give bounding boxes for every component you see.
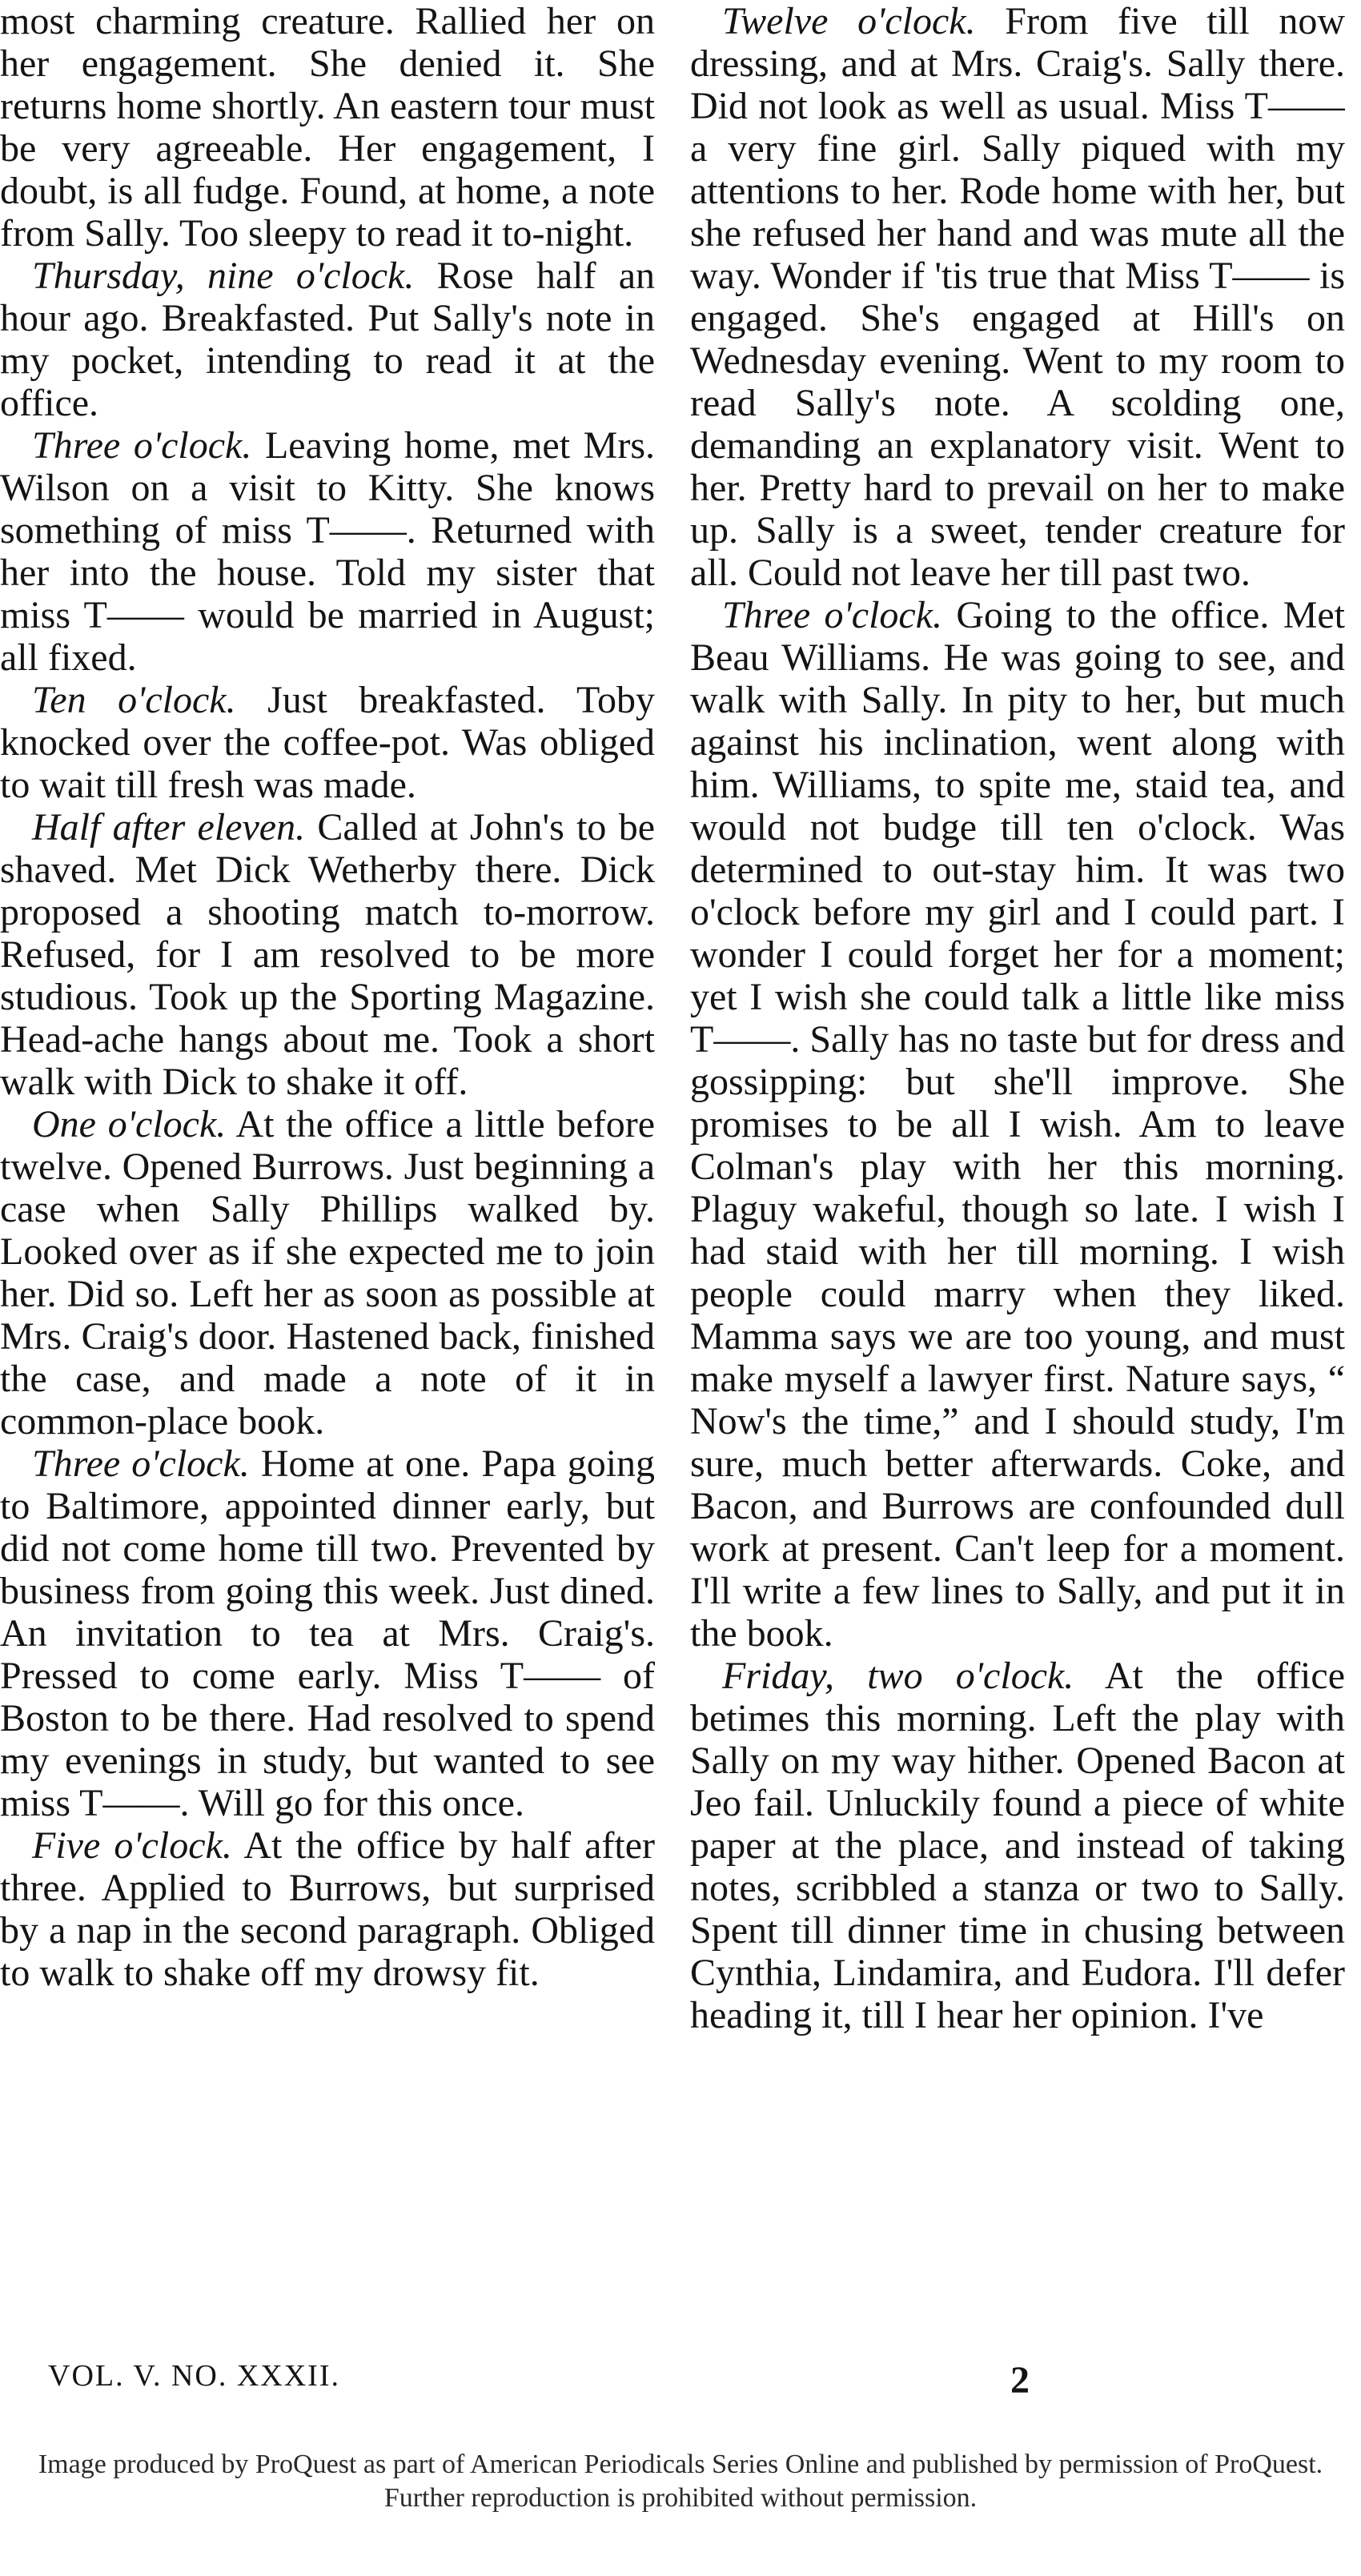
entry-text: most charming creature. Rallied her on her engagement. She denied it. She returns home shortly. An eastern tour must be very agreeable. Her engagement, I doubt, is all fudge. Found, at home, a note from Sally. Too sleepy to read it to-night. bbox=[0, 0, 655, 255]
entry-text: At the office a little before twelve. Opened Burrows. Just beginning a case when Sally Phillips walked by. Looked over as if she expected me to join her. Did so. Left her as soon as possible at Mrs. Craig's door. Hastened back, finished the case, and made a note of it in common-place book. bbox=[0, 1103, 655, 1442]
entry-text: At the office by half after three. Applied to Burrows, but surprised by a nap in the second paragraph. Obliged to walk to shake off my drowsy fit. bbox=[0, 1824, 655, 1994]
left-column bbox=[0, 0, 655, 2337]
entry-text: Going to the office. Met Beau Williams. He was going to see, and walk with Sally. In pity to her, but much against his inclination, went along with him. Williams, to spite me, staid tea, and would not budge till ten o'clock. Was determined to out-stay him. It was two o'clock before my girl and I could part. I wonder I could forget her for a moment; yet I wish she could talk a little like miss T——. Sally has no taste but for dress and gossipping: but she'll improve. She promises to be all I wish. Am to leave Colman's play with her this morning. Plaguy wakeful, though so late. I wish I had staid with her till morning. I wish people could marry when they liked. Mamma says we are too young, and must make myself a lawyer first. Nature says, “ Now's the time,” and I should study, I'm sure, much better afterwards. Coke, and Bacon, and Burrows are confounded dull work at present. Can't leep for a moment. I'll write a few lines to Sally, and put it in the book. bbox=[690, 594, 1345, 1655]
right-column bbox=[690, 0, 1345, 2337]
entry-text: Rose half an hour ago. Breakfasted. Put Sally's note in my pocket, intending to read it at the office. bbox=[0, 255, 655, 424]
entry-text: At the office betimes this morning. Left the play with Sally on my way hither. Opened Bacon at Jeo fail. Unluckily found a piece of white paper at the place, and instead of taking notes, scribbled a stanza or two to Sally. Spent till dinner time in chusing between Cynthia, Lindamira, and Eudora. I'll defer heading it, till I hear her opinion. I've bbox=[690, 1655, 1345, 2036]
proquest-credit bbox=[0, 2448, 1361, 2515]
diary-entry bbox=[0, 679, 655, 806]
entry-time: Three o'clock. bbox=[722, 594, 943, 636]
page-mark: 2 bbox=[1010, 2359, 1030, 2401]
diary-entry bbox=[690, 594, 1345, 1655]
entry-time: Three o'clock. bbox=[32, 424, 252, 467]
entry-time: Half after eleven. bbox=[32, 806, 306, 849]
diary-entry bbox=[0, 424, 655, 679]
entry-text: Called at John's to be shaved. Met Dick Wetherby there. Dick proposed a shooting match to-morrow. Refused, for I am resolved to be more studious. Took up the Sporting Magazine. Head-ache hangs about me. Took a short walk with Dick to shake it off. bbox=[0, 806, 655, 1103]
diary-entry bbox=[0, 1824, 655, 1994]
entry-text: Just breakfasted. Toby knocked over the coffee-pot. Was obliged to wait till fresh was made. bbox=[0, 679, 655, 806]
diary-entry bbox=[0, 806, 655, 1103]
diary-entry bbox=[0, 1442, 655, 1824]
diary-entry bbox=[0, 0, 655, 255]
diary-entry bbox=[0, 1103, 655, 1442]
entry-time: Ten o'clock. bbox=[32, 679, 236, 721]
entry-time: Twelve o'clock. bbox=[722, 0, 976, 42]
entry-time: Thursday, nine o'clock. bbox=[32, 255, 415, 297]
entry-time: Friday, two o'clock. bbox=[722, 1655, 1074, 1697]
entry-text: From five till now dressing, and at Mrs. Craig's. Sally there. Did not look as well as usual. Miss T—— a very fine girl. Sally piqued with my attentions to her. Rode home with her, but she refused her hand and was mute all the way. Wonder if 'tis true that Miss T—— is engaged. She's engaged at Hill's on Wednesday evening. Went to my room to read Sally's note. A scolding one, demanding an explanatory visit. Went to her. Pretty hard to prevail on her to make up. Sally is a sweet, tender creature for all. Could not leave her till past two. bbox=[690, 0, 1345, 594]
credit-line: Image produced by ProQuest as part of American Periodicals Series Online and published by permission of ProQuest. bbox=[38, 2450, 1323, 2479]
diary-entry bbox=[690, 1655, 1345, 2036]
entry-text: Home at one. Papa going to Baltimore, appointed dinner early, but did not come home till two. Prevented by business from going this week. Just dined. An invitation to tea at Mrs. Craig's. Pressed to come early. Miss T—— of Boston to be there. Had resolved to spend my evenings in study, but wanted to see miss T——. Will go for this once. bbox=[0, 1442, 655, 1824]
diary-entry bbox=[690, 0, 1345, 594]
entry-time: One o'clock. bbox=[32, 1103, 227, 1146]
entry-text: Leaving home, met Mrs. Wilson on a visit to Kitty. She knows something of miss T——. Returned with her into the house. Told my sister that miss T—— would be married in August; all fixed. bbox=[0, 424, 655, 679]
signature-mark: VOL. V. NO. XXXII. bbox=[48, 2359, 340, 2393]
credit-line: Further reproduction is prohibited without permission. bbox=[383, 2483, 978, 2513]
diary-entry bbox=[0, 255, 655, 424]
entry-time: Five o'clock. bbox=[32, 1824, 232, 1867]
entry-time: Three o'clock. bbox=[32, 1442, 250, 1485]
